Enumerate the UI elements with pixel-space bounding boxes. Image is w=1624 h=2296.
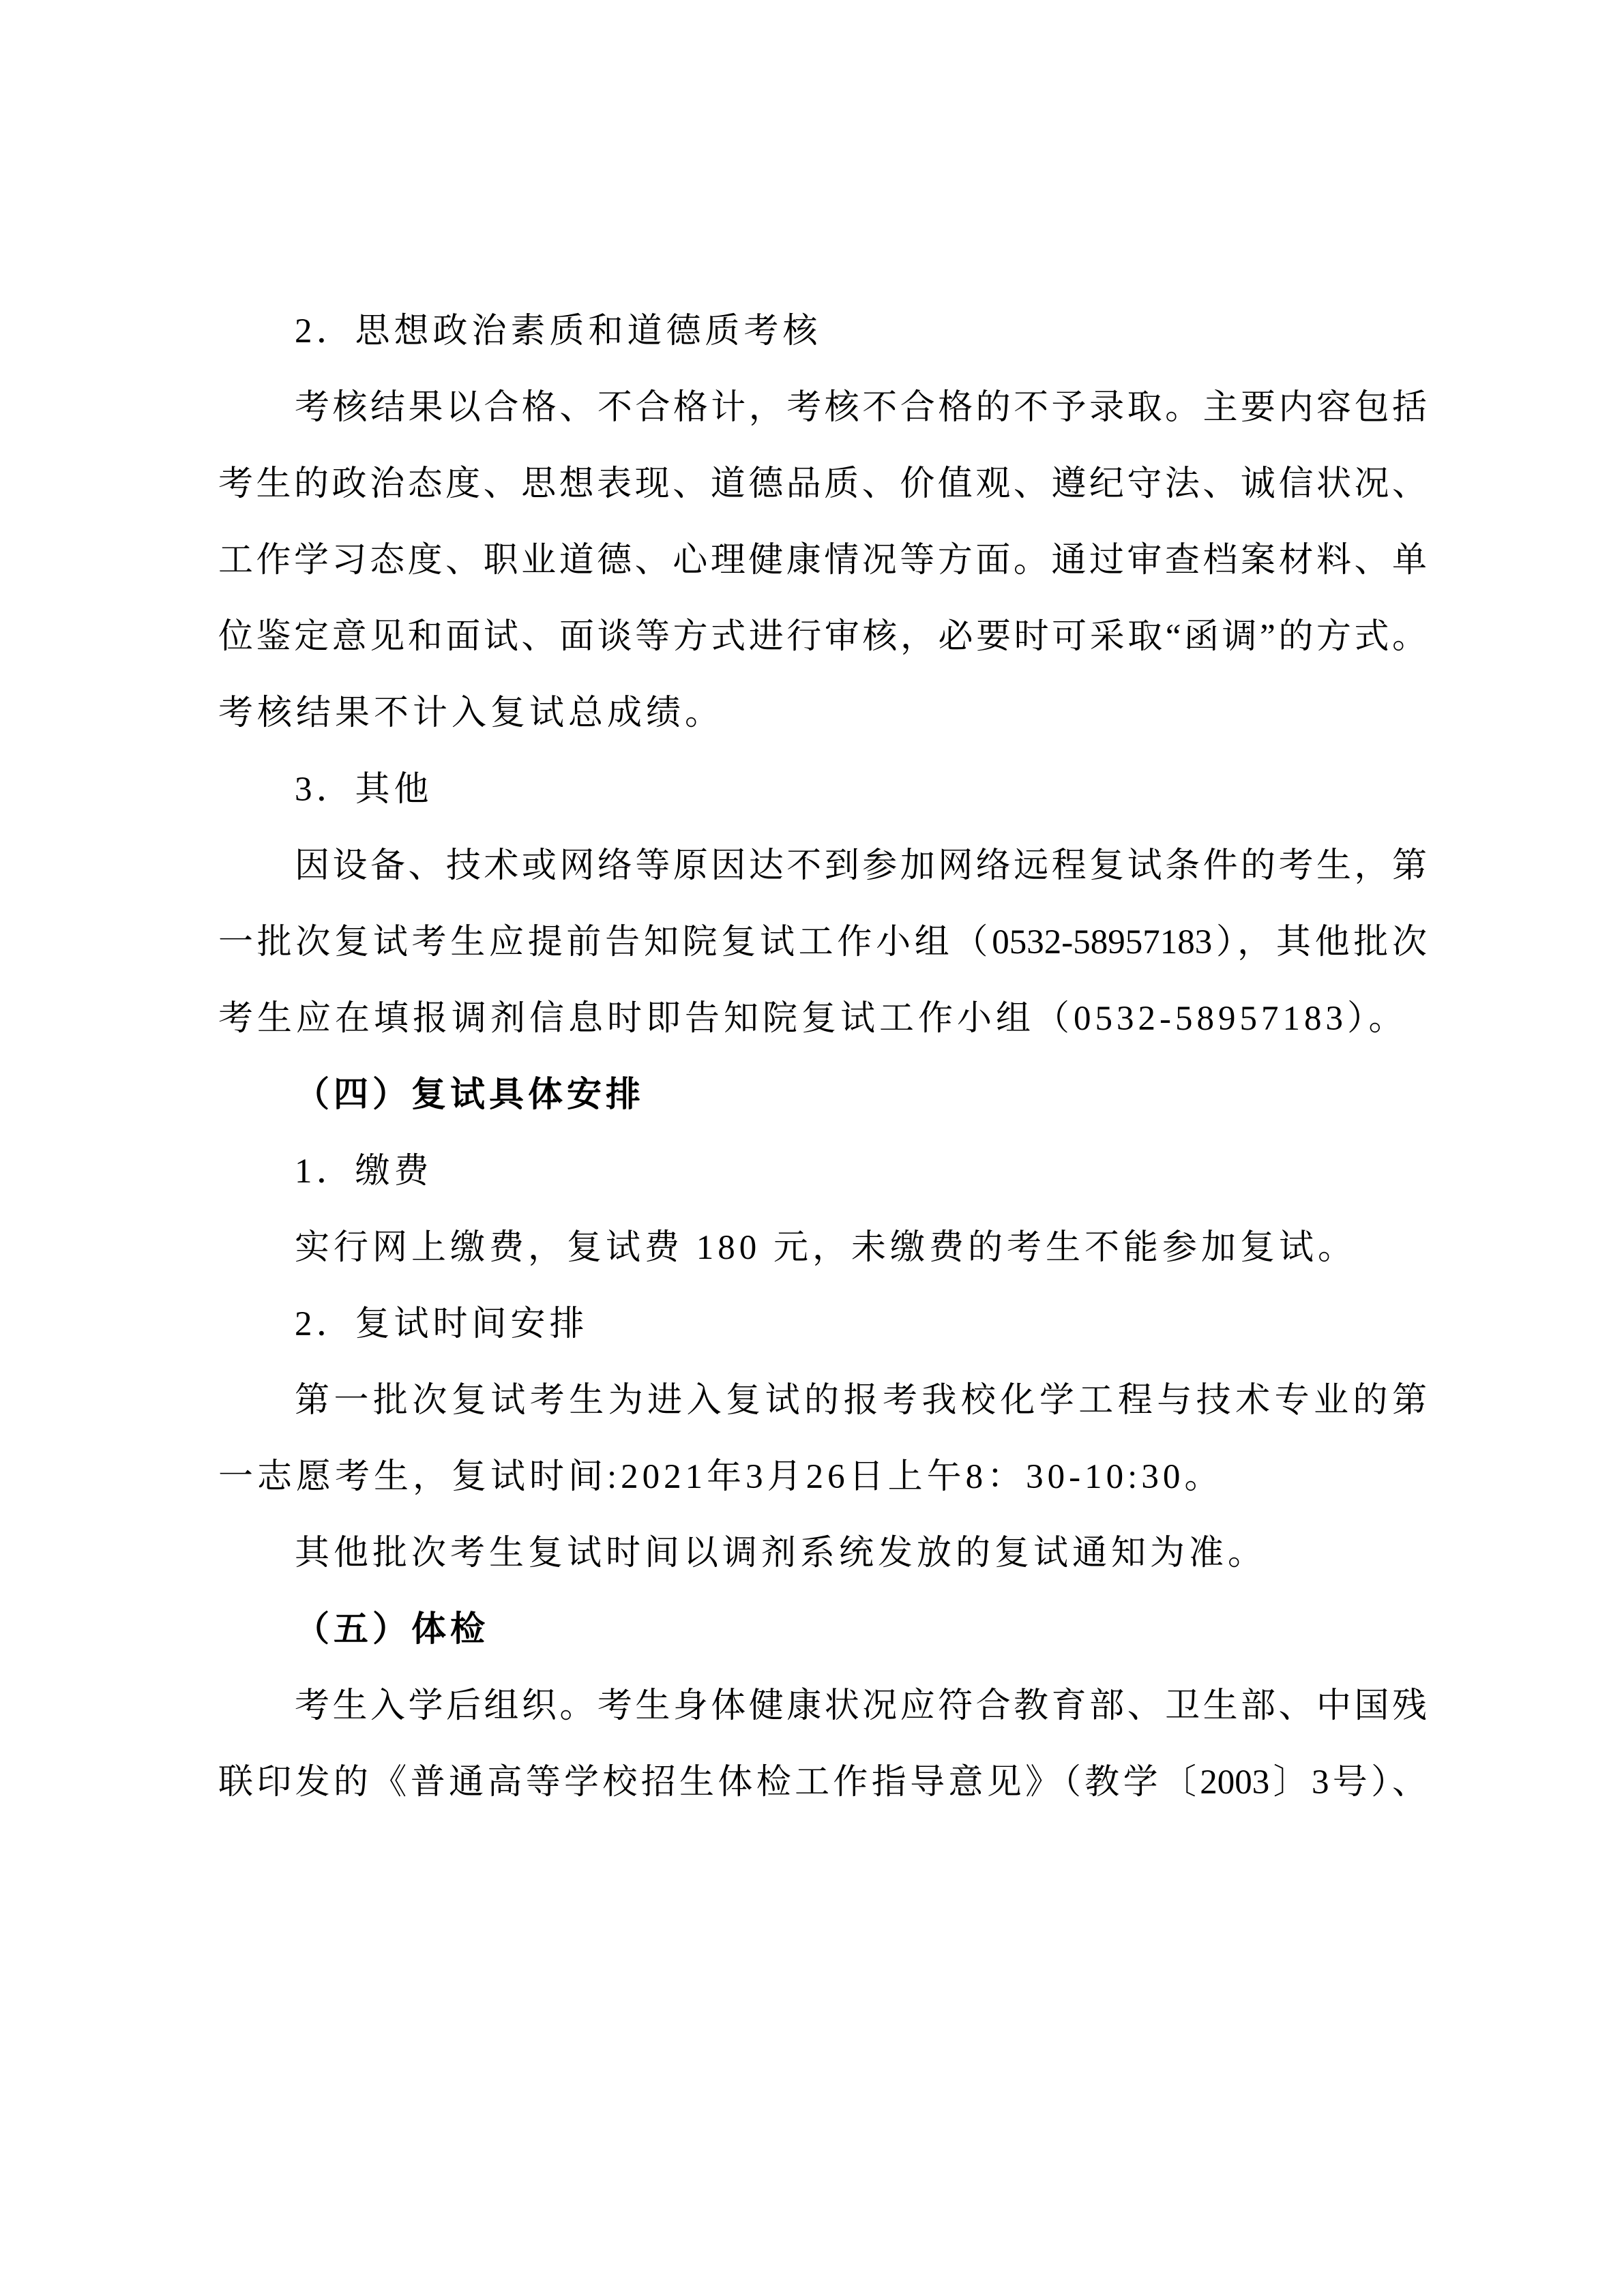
section-heading: （四）复试具体安排: [295, 1076, 645, 1114]
text-line: 一志愿考生，复试时间:2021年3月26日上午8：30-10:30。: [218, 1458, 1224, 1496]
document-text-block: [218, 293, 1427, 1821]
text-line: 1．缴费: [295, 1152, 433, 1191]
text-line: 一批次复试考生应提前告知院复试工作小组（0532-58957183），其他批次: [218, 923, 1427, 961]
text-line: 工作学习态度、职业道德、心理健康情况等方面。通过审查档案材料、单: [218, 541, 1427, 580]
text-line: 联印发的《普通高等学校招生体检工作指导意见》（教学〔2003〕3号）、: [218, 1763, 1427, 1802]
text-line: 因设备、技术或网络等原因达不到参加网络远程复试条件的考生，第: [295, 847, 1427, 885]
text-line: 考生的政治态度、思想表现、道德品质、价值观、遵纪守法、诚信状况、: [218, 465, 1427, 503]
text-line: 3．其他: [295, 771, 433, 809]
text-line: 位鉴定意见和面试、面谈等方式进行审核，必要时可采取“函调”的方式。: [218, 618, 1427, 656]
text-line: 考核结果不计入复试总成绩。: [218, 694, 724, 732]
text-line: 2．复试时间安排: [295, 1305, 589, 1343]
text-line: 2．思想政治素质和道德质考核: [295, 312, 822, 351]
text-line: 考核结果以合格、不合格计，考核不合格的不予录取。主要内容包括: [295, 389, 1427, 427]
text-line: 其他批次考生复试时间以调剂系统发放的复试通知为准。: [295, 1534, 1267, 1572]
text-line: 考生应在填报调剂信息时即告知院复试工作小组（0532-58957183）。: [218, 1000, 1408, 1038]
text-line: 实行网上缴费，复试费 180 元，未缴费的考生不能参加复试。: [295, 1229, 1357, 1267]
text-line: 考生入学后组织。考生身体健康状况应符合教育部、卫生部、中国残: [295, 1687, 1427, 1725]
text-line: 第一批次复试考生为进入复试的报考我校化学工程与技术专业的第: [295, 1382, 1427, 1420]
section-heading: （五）体检: [295, 1611, 490, 1649]
